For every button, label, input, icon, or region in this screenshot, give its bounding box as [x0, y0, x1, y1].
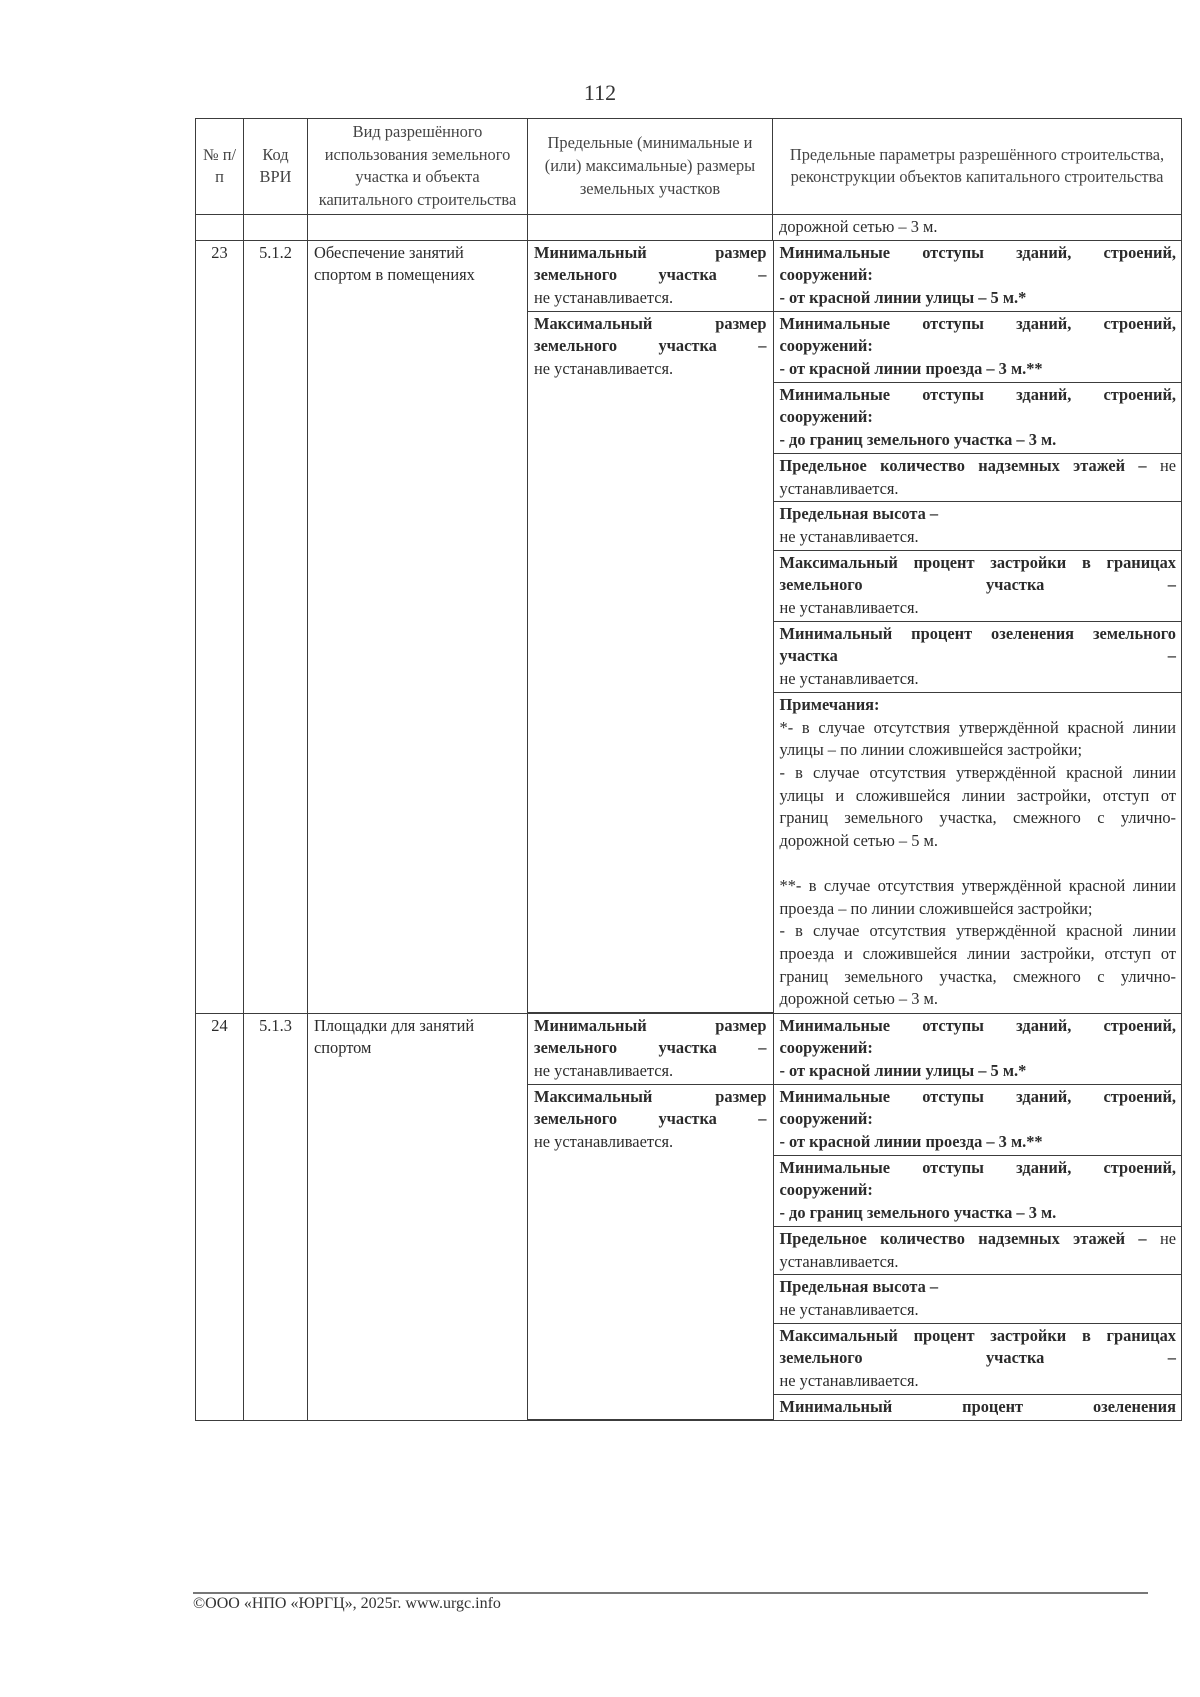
setback-passage-cell: Минимальные отступы зданий, строений, сооружений: - от красной линии проезда – 3 м.** [773, 1084, 1182, 1155]
header-num: № п/п [196, 119, 244, 215]
min-size-cell: Минимальный размер земельного участка – не устанавливается. [528, 241, 773, 312]
row-type: Площадки для занятий спортом [308, 1013, 528, 1420]
floors-cell: Предельное количество надземных этажей – не устанавливается. [773, 1226, 1182, 1274]
footer-copyright: ©ООО «НПО «ЮРГЦ», 2025г. www.urgc.info [193, 1595, 501, 1612]
header-sizes: Предельные (минимальные и (или) максимальные) размеры земельных участков [528, 119, 773, 215]
continuation-row [196, 214, 1182, 240]
table-row [196, 1013, 1182, 1420]
setback-passage-cell: Минимальные отступы зданий, строений, сооружений: - от красной линии проезда – 3 м.** [773, 311, 1182, 382]
row-params [528, 240, 1182, 1013]
setback-border-cell: Минимальные отступы зданий, строений, сооружений: - до границ земельного участка – 3 м. [773, 1155, 1182, 1226]
header-type: Вид разрешённого использования земельного участка и объекта капитального строительства [308, 119, 528, 215]
notes-cell: Примечания: *- в случае отсутствия утверждённой красной линии улицы – по линии сложившейся застройки; - в случае отсутствия утверждённой красной линии улицы и сложившейся линии застройки, отступ от границ земельного участка, смежного с улично-дорожной сетью – 5 м. **- в случае отсутствия утверждённой красной линии проезда – по линии сложившейся застройки; - в случае отсутствия утверждённой красной линии проезда и сложившейся линии застройки, отступ от границ земельного участка, смежного с улично-дорожной сетью – 3 м. [779, 694, 1176, 1009]
row-type: Обеспечение занятий спортом в помещениях [308, 240, 528, 1013]
coverage-cell: Максимальный процент застройки в границах земельного участка – не устанавливается. [773, 1323, 1182, 1394]
coverage-cell: Максимальный процент застройки в границах земельного участка – не устанавливается. [773, 550, 1182, 621]
table-header-row [196, 119, 1182, 215]
header-params: Предельные параметры разрешённого строительства, реконструкции объектов капитального строительства [773, 119, 1182, 215]
setback-street-cell: Минимальные отступы зданий, строений, сооружений: - от красной линии улицы – 5 м.* [773, 1014, 1182, 1085]
max-size-cell: Максимальный размер земельного участка – не устанавливается. [528, 1084, 773, 1419]
floors-cell: Предельное количество надземных этажей – не устанавливается. [773, 453, 1182, 501]
table-row [196, 240, 1182, 1013]
continuation-text: дорожной сетью – 3 м. [773, 214, 1182, 240]
height-cell: Предельная высота – не устанавливается. [773, 1275, 1182, 1323]
height-cell: Предельная высота – не устанавливается. [773, 502, 1182, 550]
max-size-cell: Максимальный размер земельного участка – не устанавливается. [528, 311, 773, 1012]
row-params [528, 1013, 1182, 1420]
greening-cell: Минимальный процент озеленения [779, 1396, 1176, 1416]
setback-street-cell: Минимальные отступы зданий, строений, сооружений: - от красной линии улицы – 5 м.* [773, 241, 1182, 312]
footer-divider [193, 1592, 1148, 1594]
regulations-table [195, 118, 1182, 1421]
header-code: Код ВРИ [244, 119, 308, 215]
row-number: 24 [196, 1013, 244, 1420]
greening-cell: Минимальный процент озеленения земельного участка – не устанавливается. [773, 621, 1182, 692]
setback-border-cell: Минимальные отступы зданий, строений, сооружений: - до границ земельного участка – 3 м. [773, 382, 1182, 453]
row-code: 5.1.3 [244, 1013, 308, 1420]
min-size-cell: Минимальный размер земельного участка – не устанавливается. [528, 1014, 773, 1085]
row-code: 5.1.2 [244, 240, 308, 1013]
page-number: 112 [583, 80, 617, 105]
row-number: 23 [196, 240, 244, 1013]
